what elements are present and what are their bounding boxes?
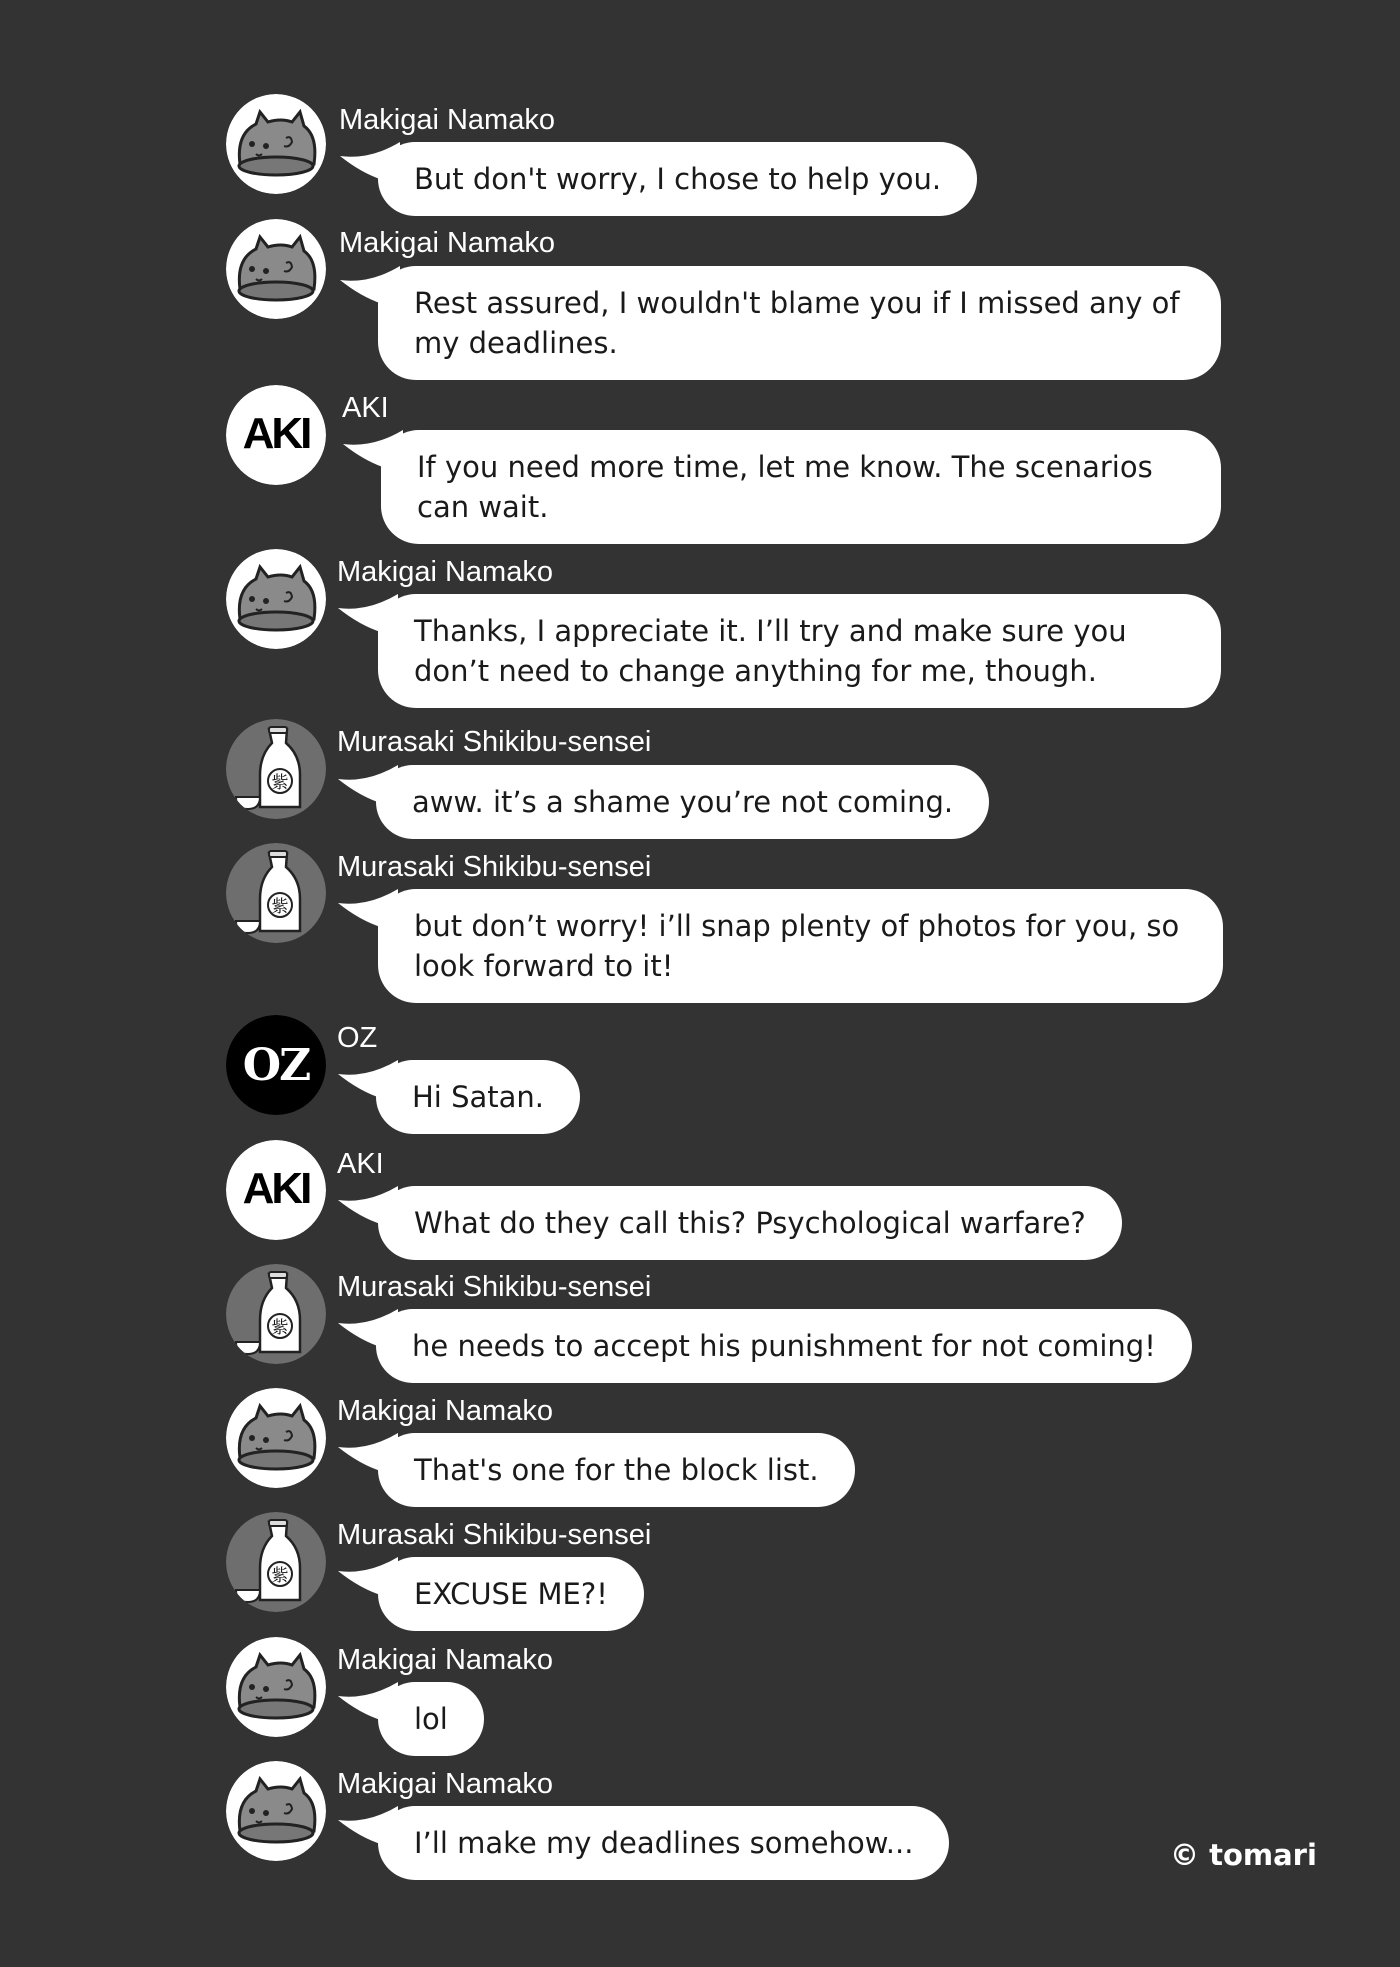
sender-name: Makigai Namako (337, 1768, 553, 1800)
aki-logo-icon[interactable] (226, 1140, 326, 1240)
message-bubble[interactable]: What do they call this? Psychological warfare? (378, 1186, 1122, 1260)
message-bubble[interactable]: aww. it’s a shame you’re not coming. (376, 765, 989, 839)
avatar-text: 紫 (271, 897, 289, 917)
message-bubble[interactable]: If you need more time, let me know. The scenarios can wait. (381, 430, 1221, 544)
sake-bottle-icon[interactable] (226, 843, 326, 943)
message-bubble[interactable]: Hi Satan. (376, 1060, 580, 1134)
message-bubble[interactable]: EXCUSE ME?! (378, 1557, 644, 1631)
sake-bottle-icon[interactable] (226, 1264, 326, 1364)
sake-bottle-icon[interactable] (226, 719, 326, 819)
avatar-text: 紫 (271, 773, 289, 793)
message-bubble[interactable]: Thanks, I appreciate it. I’ll try and make sure you don’t need to change anything for me, though. (378, 594, 1221, 708)
avatar-text: AKI (242, 1164, 310, 1213)
sender-name: Makigai Namako (337, 1644, 553, 1676)
sea-slug-icon[interactable] (226, 1637, 326, 1737)
avatar-text: 紫 (271, 1566, 289, 1586)
avatar-text: OZ (242, 1040, 310, 1091)
message-bubble[interactable]: Rest assured, I wouldn't blame you if I missed any of my deadlines. (378, 266, 1221, 380)
sender-name: Murasaki Shikibu-sensei (337, 726, 652, 758)
sea-slug-icon[interactable] (226, 219, 326, 319)
sender-name: Makigai Namako (337, 556, 553, 588)
avatar-text: 紫 (271, 1318, 289, 1338)
sea-slug-icon[interactable] (226, 1761, 326, 1861)
message-bubble[interactable]: but don’t worry! i’ll snap plenty of photos for you, so look forward to it! (378, 889, 1223, 1003)
sender-name: AKI (342, 392, 389, 424)
copyright-credit: © tomari (1170, 1838, 1317, 1872)
sender-name: AKI (337, 1148, 384, 1180)
sea-slug-icon[interactable] (226, 1388, 326, 1488)
oz-logo-icon[interactable] (226, 1015, 326, 1115)
sea-slug-icon[interactable] (226, 94, 326, 194)
avatar-text: AKI (242, 409, 310, 458)
sender-name: Makigai Namako (339, 104, 555, 136)
sender-name: OZ (337, 1022, 378, 1054)
sender-name: Makigai Namako (337, 1395, 553, 1427)
message-bubble[interactable]: That's one for the block list. (378, 1433, 855, 1507)
sea-slug-icon[interactable] (226, 549, 326, 649)
sender-name: Makigai Namako (339, 227, 555, 259)
message-bubble[interactable]: lol (378, 1682, 484, 1756)
sender-name: Murasaki Shikibu-sensei (337, 851, 652, 883)
message-bubble[interactable]: But don't worry, I chose to help you. (378, 142, 977, 216)
aki-logo-icon[interactable] (226, 385, 326, 485)
sender-name: Murasaki Shikibu-sensei (337, 1271, 652, 1303)
sender-name: Murasaki Shikibu-sensei (337, 1519, 652, 1551)
message-bubble[interactable]: he needs to accept his punishment for not coming! (376, 1309, 1192, 1383)
sake-bottle-icon[interactable] (226, 1512, 326, 1612)
message-bubble[interactable]: I’ll make my deadlines somehow... (378, 1806, 949, 1880)
